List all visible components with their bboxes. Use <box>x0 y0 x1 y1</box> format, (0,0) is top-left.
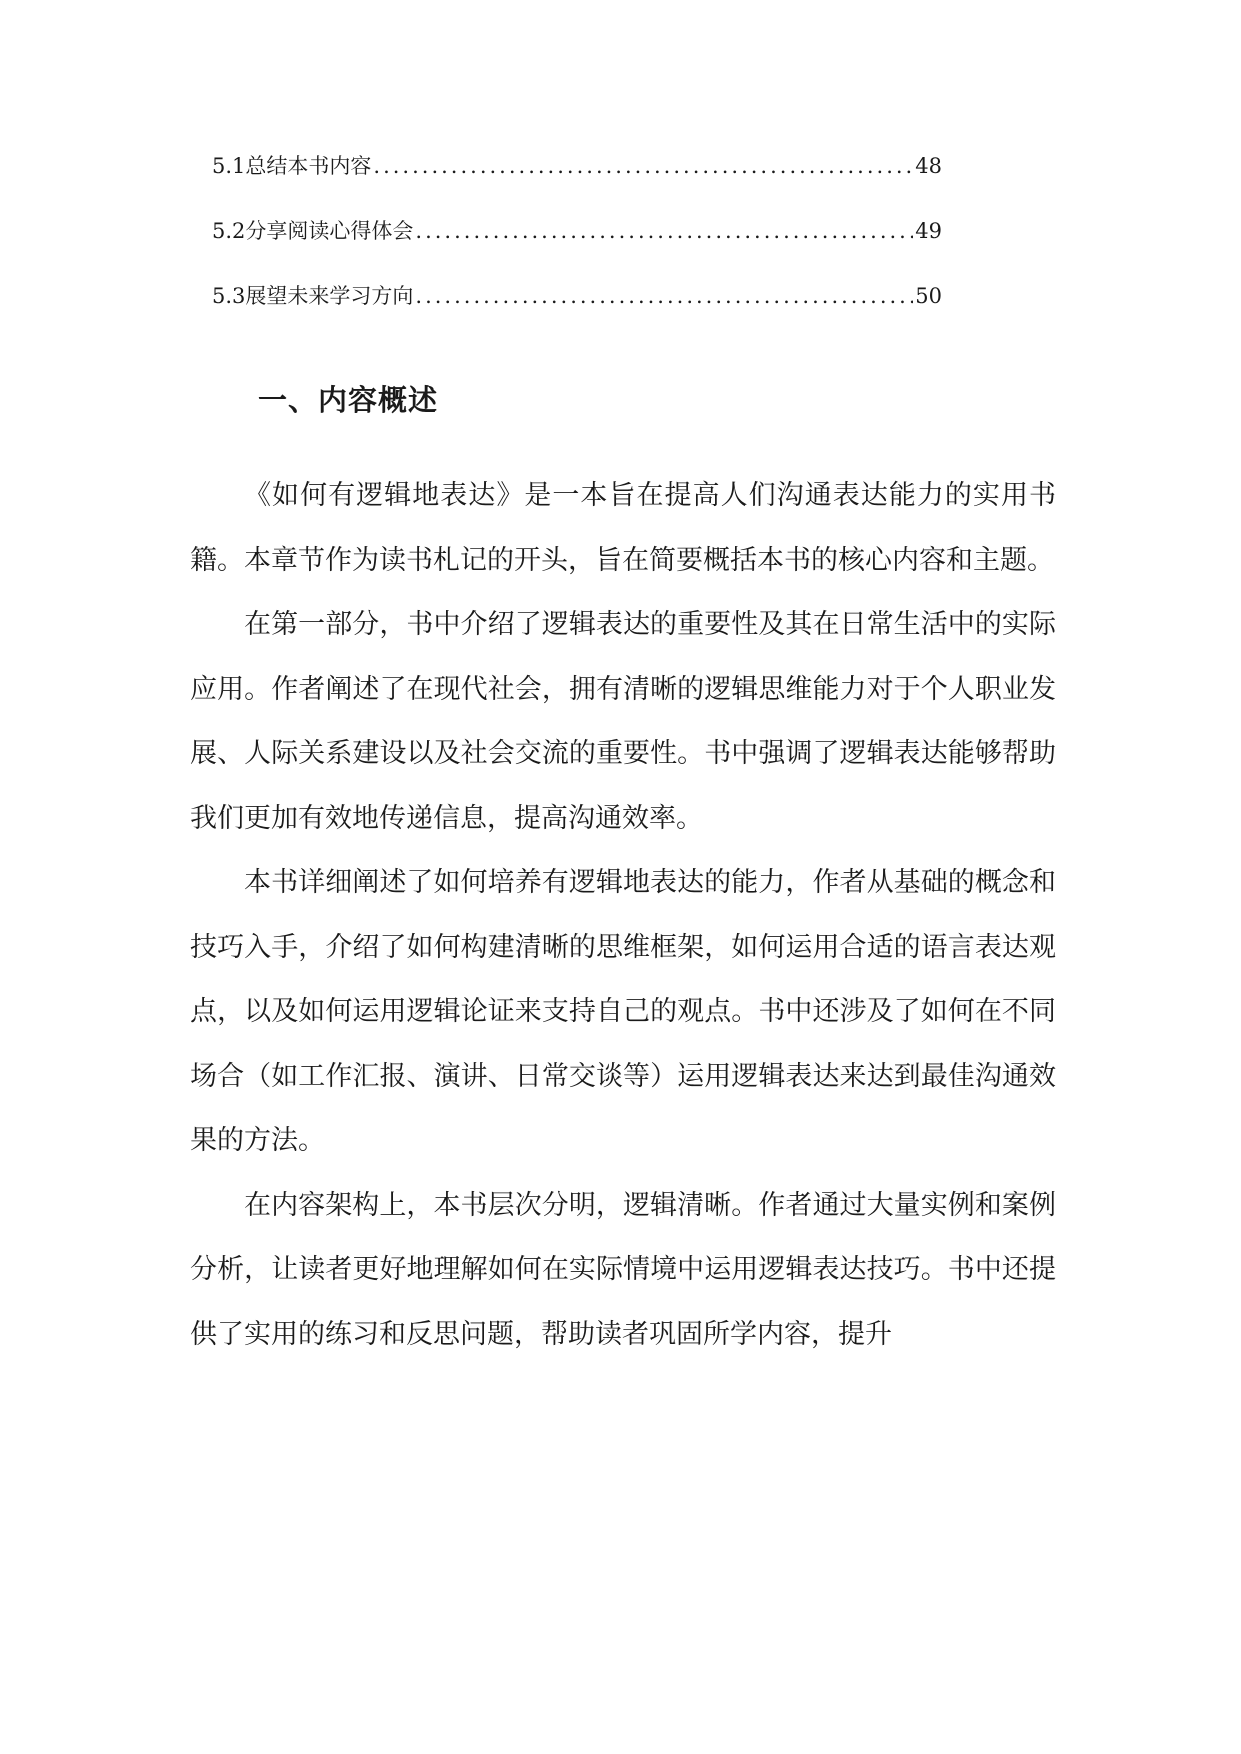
toc-entry-page: 49 <box>915 219 942 243</box>
chapter-heading: 一、内容概述 <box>258 383 439 417</box>
toc-entry[interactable] <box>212 146 942 186</box>
toc-entry-title: 分享阅读心得体会 <box>245 219 414 243</box>
body-paragraph: 在第一部分，书中介绍了逻辑表达的重要性及其在日常生活中的实际应用。作者阐述了在现代社会，拥有清晰的逻辑思维能力对于个人职业发展、人际关系建设以及社会交流的重要性。书中强调了逻辑表达能够帮助我们更加有效地传递信息，提高沟通效率。 <box>190 609 1056 834</box>
toc-entry-number: 5.2 <box>212 219 246 243</box>
toc-entry[interactable] <box>212 276 942 316</box>
toc-entry-page: 50 <box>915 284 942 308</box>
toc-entry[interactable] <box>212 211 942 251</box>
body-paragraph: 《如何有逻辑地表达》是一本旨在提高人们沟通表达能力的实用书籍。本章节作为读书札记的开头，旨在简要概括本书的核心内容和主题。 <box>190 480 1056 576</box>
toc-entry-title: 总结本书内容 <box>245 154 372 178</box>
body-paragraph: 本书详细阐述了如何培养有逻辑地表达的能力，作者从基础的概念和技巧入手，介绍了如何构建清晰的思维框架，如何运用合适的语言表达观点，以及如何运用逻辑论证来支持自己的观点。书中还涉及了如何在不同场合（如工作汇报、演讲、日常交谈等）运用逻辑表达来达到最佳沟通效果的方法。 <box>190 867 1056 1156</box>
toc-dot-leader <box>415 276 913 316</box>
table-of-contents <box>212 146 942 341</box>
toc-dot-leader <box>373 146 913 186</box>
toc-entry-number: 5.1 <box>212 154 246 178</box>
toc-dot-leader <box>415 211 913 251</box>
chapter-body <box>190 464 1056 1367</box>
toc-entry-page: 48 <box>915 154 942 178</box>
toc-entry-number: 5.3 <box>212 284 246 308</box>
toc-entry-title: 展望未来学习方向 <box>245 284 414 308</box>
body-paragraph: 在内容架构上，本书层次分明，逻辑清晰。作者通过大量实例和案例分析，让读者更好地理解如何在实际情境中运用逻辑表达技巧。书中还提供了实用的练习和反思问题，帮助读者巩固所学内容，提升 <box>190 1189 1056 1350</box>
